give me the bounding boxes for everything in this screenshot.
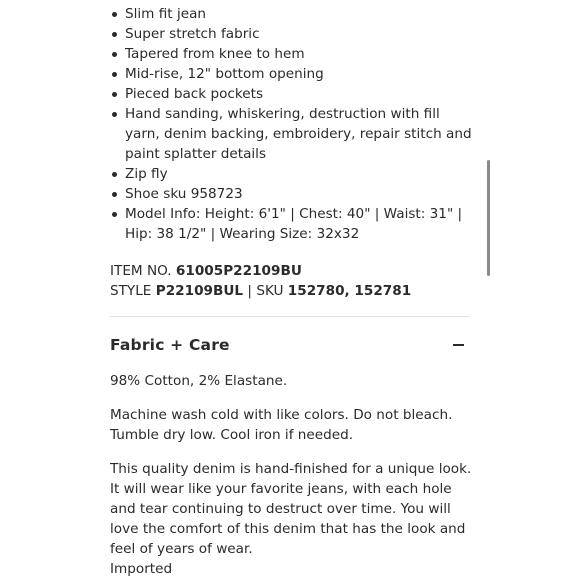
section-divider (110, 316, 470, 317)
fabric-composition: 98% Cotton, 2% Elastane. (110, 373, 288, 389)
feature-item: Model Info: Height: 6'1" | Chest: 40" | Waist: 31" | Hip: 38 1/2" | Wearing Size: 32x32 (110, 204, 472, 244)
item-number-value: 61005P22109BU (175, 263, 302, 279)
fabric-care-body (110, 371, 472, 579)
feature-item: Tapered from knee to hem (110, 44, 472, 64)
sku-label: SKU (256, 283, 284, 299)
scrollbar-track[interactable] (486, 0, 490, 580)
fabric-care-title: Fabric + Care (110, 336, 230, 354)
style-sku-row (110, 281, 472, 301)
item-number-row (110, 261, 472, 281)
style-value: P22109BUL (155, 283, 244, 299)
feature-list (110, 4, 472, 244)
style-label: STYLE (110, 283, 152, 299)
minus-icon[interactable] (453, 344, 464, 346)
scrollbar-thumb[interactable] (487, 160, 490, 276)
feature-item: Pieced back pockets (110, 84, 472, 104)
product-details-content (110, 4, 472, 579)
finish-note: This quality denim is hand-finished for a unique look. It will wear like your favorite jeans, with each hole and tear continuing to destruct over time. You will love the comfort of this denim that has the look and feel of years of wear. (110, 461, 472, 557)
feature-item: Zip fly (110, 164, 472, 184)
feature-item: Hand sanding, whiskering, destruction with fill yarn, denim backing, embroidery, repair stitch and paint splatter details (110, 104, 472, 164)
feature-item: Mid-rise, 12" bottom opening (110, 64, 472, 84)
fabric-care-header[interactable] (110, 334, 472, 356)
product-identifiers (110, 261, 472, 301)
feature-item: Shoe sku 958723 (110, 184, 472, 204)
item-number-label: ITEM NO. (110, 263, 172, 279)
sku-value: 152780, 152781 (287, 283, 412, 299)
separator: | (247, 283, 252, 299)
wash-instructions: Machine wash cold with like colors. Do not bleach. Tumble dry low. Cool iron if needed. (110, 407, 453, 443)
feature-item: Slim fit jean (110, 4, 472, 24)
country-of-origin: Imported (110, 561, 173, 577)
feature-item: Super stretch fabric (110, 24, 472, 44)
